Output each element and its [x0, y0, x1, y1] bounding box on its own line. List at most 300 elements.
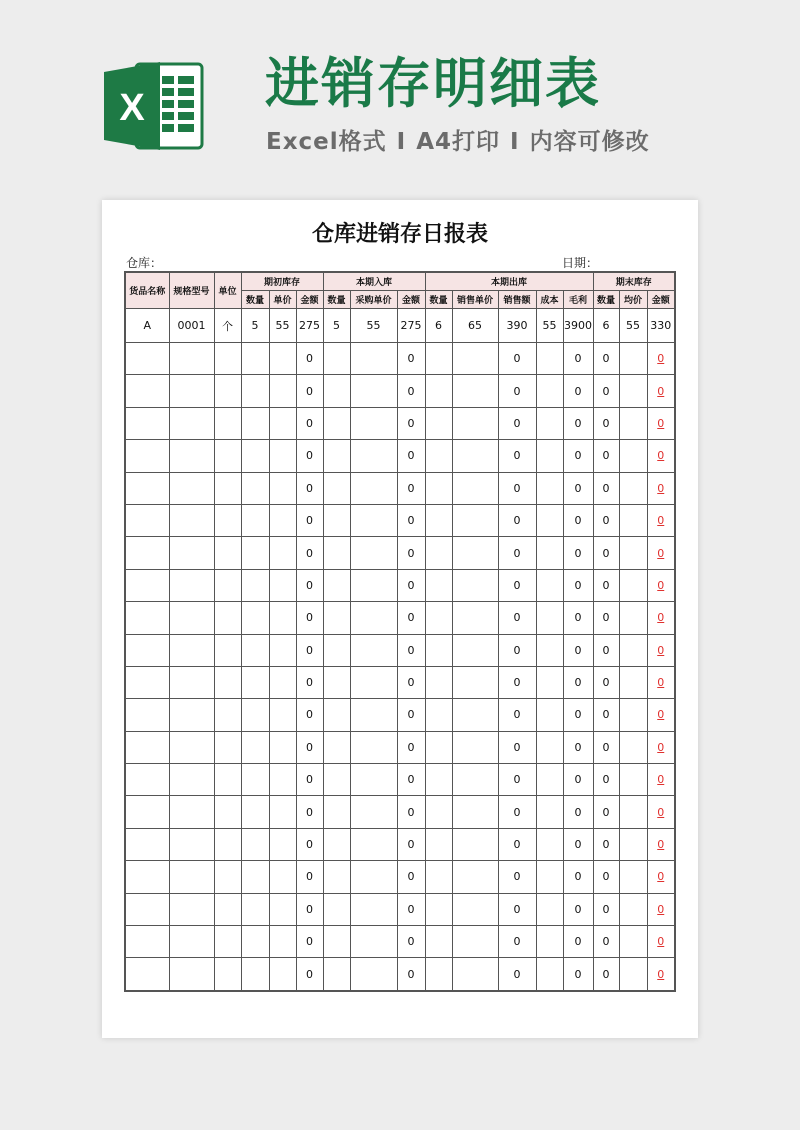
cell[interactable]	[241, 828, 269, 860]
cell[interactable]	[269, 569, 296, 601]
cell[interactable]	[619, 375, 647, 407]
cell[interactable]	[169, 537, 214, 569]
cell[interactable]: 0	[296, 634, 323, 666]
cell[interactable]	[169, 634, 214, 666]
cell[interactable]	[425, 666, 452, 698]
cell[interactable]: 55	[350, 309, 397, 343]
cell[interactable]	[241, 537, 269, 569]
cell[interactable]: 0	[593, 731, 619, 763]
cell[interactable]	[425, 602, 452, 634]
cell[interactable]	[169, 602, 214, 634]
cell[interactable]: 0	[563, 699, 593, 731]
cell[interactable]: 0	[296, 926, 323, 958]
cell[interactable]: 0	[593, 893, 619, 925]
cell[interactable]	[350, 634, 397, 666]
cell[interactable]	[169, 699, 214, 731]
cell[interactable]: 0	[397, 440, 425, 472]
cell[interactable]	[536, 440, 563, 472]
cell[interactable]	[619, 958, 647, 991]
cell[interactable]	[536, 861, 563, 893]
cell[interactable]	[169, 343, 214, 375]
cell[interactable]: 0	[296, 796, 323, 828]
cell[interactable]	[125, 634, 169, 666]
cell[interactable]	[241, 764, 269, 796]
cell[interactable]	[619, 472, 647, 504]
cell[interactable]	[214, 375, 241, 407]
cell[interactable]: 0	[498, 343, 536, 375]
cell[interactable]: 0	[296, 343, 323, 375]
cell[interactable]	[125, 537, 169, 569]
cell[interactable]	[350, 343, 397, 375]
cell[interactable]: 0	[498, 764, 536, 796]
cell[interactable]	[619, 634, 647, 666]
cell[interactable]: 6	[593, 309, 619, 343]
cell[interactable]	[241, 699, 269, 731]
cell[interactable]: 0	[593, 764, 619, 796]
cell[interactable]	[452, 828, 498, 860]
cell[interactable]	[452, 602, 498, 634]
cell[interactable]	[241, 958, 269, 991]
cell[interactable]: 0	[593, 569, 619, 601]
cell[interactable]	[536, 796, 563, 828]
cell[interactable]	[214, 343, 241, 375]
cell[interactable]: 0	[593, 699, 619, 731]
cell[interactable]: 0	[397, 731, 425, 763]
cell[interactable]: 5	[323, 309, 350, 343]
cell[interactable]	[214, 407, 241, 439]
cell[interactable]	[323, 407, 350, 439]
cell[interactable]	[647, 699, 675, 731]
cell[interactable]	[619, 666, 647, 698]
cell[interactable]: 55	[619, 309, 647, 343]
cell[interactable]	[536, 731, 563, 763]
cell[interactable]: 0	[593, 958, 619, 991]
cell[interactable]: 0	[498, 504, 536, 536]
cell[interactable]: 0	[397, 537, 425, 569]
cell[interactable]	[169, 926, 214, 958]
cell[interactable]	[647, 472, 675, 504]
cell[interactable]: 0	[296, 504, 323, 536]
cell[interactable]	[647, 375, 675, 407]
cell[interactable]	[323, 537, 350, 569]
cell[interactable]	[536, 537, 563, 569]
cell[interactable]	[536, 764, 563, 796]
cell[interactable]	[619, 796, 647, 828]
cell[interactable]: 0	[397, 666, 425, 698]
cell[interactable]	[125, 602, 169, 634]
cell[interactable]	[452, 472, 498, 504]
cell[interactable]	[241, 861, 269, 893]
cell[interactable]: 0	[296, 666, 323, 698]
cell[interactable]: 0	[498, 731, 536, 763]
cell[interactable]: 275	[296, 309, 323, 343]
cell[interactable]	[169, 828, 214, 860]
cell[interactable]	[619, 407, 647, 439]
cell[interactable]	[269, 699, 296, 731]
cell[interactable]	[536, 634, 563, 666]
cell[interactable]	[125, 699, 169, 731]
cell[interactable]	[536, 375, 563, 407]
cell[interactable]	[169, 861, 214, 893]
cell[interactable]	[214, 504, 241, 536]
cell[interactable]: 0	[498, 602, 536, 634]
cell[interactable]: 0	[397, 472, 425, 504]
cell[interactable]	[125, 764, 169, 796]
cell[interactable]: 0	[563, 634, 593, 666]
cell[interactable]: 0	[563, 893, 593, 925]
cell[interactable]	[269, 926, 296, 958]
cell[interactable]: 0	[397, 407, 425, 439]
cell[interactable]	[125, 893, 169, 925]
cell[interactable]	[647, 504, 675, 536]
cell[interactable]	[169, 472, 214, 504]
cell[interactable]	[323, 602, 350, 634]
cell[interactable]: 0	[296, 893, 323, 925]
cell[interactable]	[350, 796, 397, 828]
cell[interactable]	[241, 504, 269, 536]
cell[interactable]	[125, 926, 169, 958]
cell[interactable]	[425, 861, 452, 893]
cell[interactable]: 0	[563, 764, 593, 796]
cell[interactable]: 0	[593, 440, 619, 472]
cell[interactable]	[619, 861, 647, 893]
cell[interactable]	[647, 343, 675, 375]
cell[interactable]	[269, 634, 296, 666]
cell[interactable]	[125, 375, 169, 407]
cell[interactable]	[350, 764, 397, 796]
cell[interactable]: 0	[593, 407, 619, 439]
cell[interactable]: 55	[269, 309, 296, 343]
cell[interactable]	[425, 828, 452, 860]
cell[interactable]	[425, 440, 452, 472]
cell[interactable]	[647, 926, 675, 958]
cell[interactable]: 0	[296, 861, 323, 893]
cell[interactable]: 0	[563, 504, 593, 536]
cell[interactable]: 0	[563, 731, 593, 763]
cell[interactable]	[425, 375, 452, 407]
cell[interactable]	[425, 504, 452, 536]
cell[interactable]: 0	[593, 343, 619, 375]
cell[interactable]	[647, 796, 675, 828]
cell[interactable]	[269, 764, 296, 796]
cell[interactable]	[452, 537, 498, 569]
cell[interactable]	[425, 537, 452, 569]
cell[interactable]	[125, 407, 169, 439]
cell[interactable]	[125, 666, 169, 698]
cell[interactable]	[536, 407, 563, 439]
cell[interactable]	[125, 472, 169, 504]
cell[interactable]: 0	[563, 407, 593, 439]
cell[interactable]	[452, 504, 498, 536]
cell[interactable]	[323, 440, 350, 472]
cell[interactable]	[323, 926, 350, 958]
cell[interactable]	[323, 893, 350, 925]
cell[interactable]: 0	[397, 343, 425, 375]
cell[interactable]: 0	[397, 504, 425, 536]
cell[interactable]: 0	[563, 602, 593, 634]
cell[interactable]: 0	[397, 764, 425, 796]
cell[interactable]	[269, 861, 296, 893]
cell[interactable]: 0	[296, 407, 323, 439]
cell[interactable]	[452, 796, 498, 828]
cell[interactable]	[269, 731, 296, 763]
cell[interactable]: 0	[498, 796, 536, 828]
cell[interactable]	[214, 958, 241, 991]
cell[interactable]	[425, 958, 452, 991]
cell[interactable]: 0	[593, 537, 619, 569]
cell[interactable]	[452, 407, 498, 439]
cell[interactable]	[125, 504, 169, 536]
cell[interactable]: 0	[498, 926, 536, 958]
cell[interactable]	[169, 440, 214, 472]
cell[interactable]: 0	[498, 375, 536, 407]
cell[interactable]	[452, 375, 498, 407]
cell[interactable]	[214, 602, 241, 634]
cell[interactable]	[647, 764, 675, 796]
cell[interactable]: 0	[498, 958, 536, 991]
cell[interactable]: 0	[397, 634, 425, 666]
cell[interactable]	[536, 343, 563, 375]
cell[interactable]	[323, 731, 350, 763]
cell[interactable]	[241, 731, 269, 763]
cell[interactable]	[452, 764, 498, 796]
cell[interactable]	[241, 440, 269, 472]
cell[interactable]: 0	[563, 926, 593, 958]
cell[interactable]: 0	[397, 958, 425, 991]
cell[interactable]	[214, 666, 241, 698]
cell[interactable]	[452, 926, 498, 958]
cell[interactable]: 0	[397, 893, 425, 925]
cell[interactable]	[269, 666, 296, 698]
cell[interactable]: 0	[498, 634, 536, 666]
cell[interactable]: 0	[498, 666, 536, 698]
cell[interactable]	[269, 440, 296, 472]
cell[interactable]	[647, 407, 675, 439]
cell[interactable]: 0	[397, 796, 425, 828]
cell[interactable]	[241, 407, 269, 439]
cell[interactable]	[452, 893, 498, 925]
cell[interactable]: 0	[563, 958, 593, 991]
cell[interactable]: 0	[498, 828, 536, 860]
cell[interactable]	[647, 958, 675, 991]
cell[interactable]	[269, 893, 296, 925]
cell[interactable]	[350, 893, 397, 925]
cell[interactable]: 5	[241, 309, 269, 343]
cell[interactable]	[536, 504, 563, 536]
cell[interactable]	[241, 602, 269, 634]
cell[interactable]: 0	[563, 343, 593, 375]
cell[interactable]	[269, 407, 296, 439]
cell[interactable]	[125, 343, 169, 375]
cell[interactable]	[214, 796, 241, 828]
cell[interactable]	[452, 343, 498, 375]
cell[interactable]	[214, 634, 241, 666]
cell[interactable]: 0	[296, 764, 323, 796]
cell[interactable]	[452, 440, 498, 472]
cell[interactable]	[323, 958, 350, 991]
cell[interactable]	[452, 699, 498, 731]
cell[interactable]	[125, 828, 169, 860]
cell[interactable]: 0	[296, 699, 323, 731]
cell[interactable]	[350, 537, 397, 569]
cell[interactable]	[350, 569, 397, 601]
cell[interactable]	[536, 569, 563, 601]
cell[interactable]	[323, 343, 350, 375]
cell[interactable]: 0	[563, 537, 593, 569]
cell[interactable]	[536, 926, 563, 958]
cell[interactable]: 0	[498, 893, 536, 925]
cell[interactable]	[323, 796, 350, 828]
cell[interactable]	[536, 472, 563, 504]
cell[interactable]: 0	[296, 602, 323, 634]
cell[interactable]	[169, 958, 214, 991]
cell[interactable]: 0	[296, 958, 323, 991]
cell[interactable]: 0	[563, 375, 593, 407]
cell[interactable]	[647, 666, 675, 698]
cell[interactable]	[619, 926, 647, 958]
cell[interactable]: 0	[593, 666, 619, 698]
cell[interactable]	[350, 472, 397, 504]
cell[interactable]	[619, 504, 647, 536]
cell[interactable]	[350, 861, 397, 893]
cell[interactable]	[214, 926, 241, 958]
cell[interactable]	[350, 666, 397, 698]
cell[interactable]	[241, 926, 269, 958]
cell[interactable]: 0	[498, 861, 536, 893]
cell[interactable]	[169, 893, 214, 925]
cell[interactable]	[125, 958, 169, 991]
cell[interactable]	[452, 666, 498, 698]
cell[interactable]	[647, 537, 675, 569]
cell[interactable]	[425, 634, 452, 666]
cell[interactable]	[647, 893, 675, 925]
cell[interactable]: 0001	[169, 309, 214, 343]
cell[interactable]	[350, 699, 397, 731]
cell[interactable]	[350, 407, 397, 439]
cell[interactable]	[619, 537, 647, 569]
cell[interactable]	[619, 731, 647, 763]
cell[interactable]	[619, 764, 647, 796]
cell[interactable]: 0	[397, 861, 425, 893]
cell[interactable]	[269, 472, 296, 504]
cell[interactable]	[269, 828, 296, 860]
cell[interactable]	[269, 796, 296, 828]
cell[interactable]	[323, 472, 350, 504]
cell[interactable]	[425, 407, 452, 439]
cell[interactable]: 0	[296, 569, 323, 601]
cell[interactable]: 0	[563, 861, 593, 893]
cell[interactable]	[452, 569, 498, 601]
cell[interactable]: 0	[593, 926, 619, 958]
cell[interactable]: 55	[536, 309, 563, 343]
cell[interactable]	[619, 343, 647, 375]
cell[interactable]	[214, 764, 241, 796]
cell[interactable]	[350, 375, 397, 407]
cell[interactable]	[269, 343, 296, 375]
cell[interactable]: 0	[563, 472, 593, 504]
cell[interactable]: 0	[498, 472, 536, 504]
cell[interactable]	[350, 731, 397, 763]
cell[interactable]: 0	[296, 375, 323, 407]
cell[interactable]	[425, 796, 452, 828]
cell[interactable]: 3900	[563, 309, 593, 343]
cell[interactable]	[169, 731, 214, 763]
cell[interactable]	[536, 666, 563, 698]
cell[interactable]: 0	[593, 602, 619, 634]
cell[interactable]: 0	[593, 634, 619, 666]
cell[interactable]: 0	[296, 440, 323, 472]
cell[interactable]	[241, 666, 269, 698]
cell[interactable]	[425, 764, 452, 796]
cell[interactable]	[214, 569, 241, 601]
cell[interactable]	[323, 666, 350, 698]
cell[interactable]	[169, 666, 214, 698]
cell[interactable]	[269, 504, 296, 536]
cell[interactable]: 0	[296, 731, 323, 763]
cell[interactable]: 0	[498, 569, 536, 601]
cell[interactable]	[425, 343, 452, 375]
cell[interactable]	[269, 375, 296, 407]
cell[interactable]: 0	[498, 537, 536, 569]
cell[interactable]	[241, 569, 269, 601]
cell[interactable]: 0	[593, 796, 619, 828]
cell[interactable]	[169, 569, 214, 601]
cell[interactable]	[169, 504, 214, 536]
cell[interactable]	[323, 504, 350, 536]
cell[interactable]	[536, 893, 563, 925]
cell[interactable]	[241, 472, 269, 504]
cell[interactable]: 275	[397, 309, 425, 343]
cell[interactable]	[241, 893, 269, 925]
cell[interactable]	[214, 440, 241, 472]
cell[interactable]	[169, 764, 214, 796]
cell[interactable]: 0	[593, 504, 619, 536]
cell[interactable]	[214, 828, 241, 860]
cell[interactable]	[323, 569, 350, 601]
cell[interactable]	[125, 731, 169, 763]
cell[interactable]: 0	[593, 828, 619, 860]
cell[interactable]: 0	[563, 796, 593, 828]
cell[interactable]	[452, 634, 498, 666]
cell[interactable]	[619, 699, 647, 731]
cell[interactable]: 0	[397, 602, 425, 634]
cell[interactable]	[214, 537, 241, 569]
cell[interactable]	[536, 958, 563, 991]
cell[interactable]	[647, 731, 675, 763]
cell[interactable]	[425, 699, 452, 731]
cell[interactable]	[350, 958, 397, 991]
cell[interactable]	[269, 958, 296, 991]
cell[interactable]: 0	[498, 699, 536, 731]
cell[interactable]: 0	[593, 861, 619, 893]
cell[interactable]: A	[125, 309, 169, 343]
cell[interactable]: 0	[296, 537, 323, 569]
cell[interactable]	[619, 893, 647, 925]
cell[interactable]: 0	[296, 472, 323, 504]
cell[interactable]	[350, 504, 397, 536]
cell[interactable]	[323, 699, 350, 731]
cell[interactable]	[619, 602, 647, 634]
cell[interactable]: 个	[214, 309, 241, 343]
cell[interactable]	[536, 828, 563, 860]
cell[interactable]	[214, 699, 241, 731]
cell[interactable]	[350, 926, 397, 958]
cell[interactable]	[269, 602, 296, 634]
cell[interactable]: 0	[563, 569, 593, 601]
cell[interactable]: 0	[397, 375, 425, 407]
cell[interactable]: 330	[647, 309, 675, 343]
cell[interactable]: 0	[593, 375, 619, 407]
